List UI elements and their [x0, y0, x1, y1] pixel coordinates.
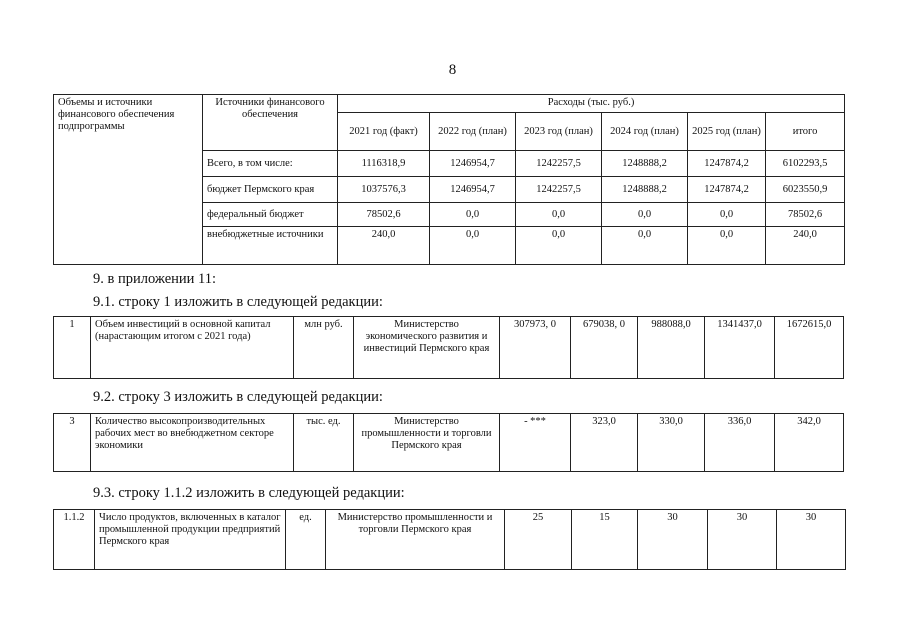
value-cell: 1672615,0	[775, 317, 844, 379]
value-cell: 240,0	[338, 227, 430, 265]
table-row	[54, 414, 844, 472]
indicator-name: Объем инвестиций в основной капитал (нарастающим итогом с 2021 года)	[91, 317, 294, 379]
source-header: Источники финансового обеспечения	[203, 95, 338, 151]
value-cell: 15	[572, 510, 638, 570]
row-number: 1.1.2	[54, 510, 95, 570]
value-cell: 1037576,3	[338, 177, 430, 203]
table-row	[54, 317, 844, 379]
source-cell: бюджет Пермского края	[203, 177, 338, 203]
value-cell: 0,0	[688, 203, 766, 227]
value-cell: 30	[777, 510, 846, 570]
source-cell: федеральный бюджет	[203, 203, 338, 227]
table-row	[54, 510, 846, 570]
value-cell: 78502,6	[338, 203, 430, 227]
year-header: 2022 год (план)	[430, 113, 516, 151]
value-cell: 1247874,2	[688, 151, 766, 177]
value-cell: 1246954,7	[430, 177, 516, 203]
year-header: 2025 год (план)	[688, 113, 766, 151]
value-cell: 1247874,2	[688, 177, 766, 203]
indicator-table-3	[53, 509, 846, 570]
value-cell: 336,0	[705, 414, 775, 472]
finance-table	[53, 94, 845, 265]
heading-9-1: 9.1. строку 1 изложить в следующей редакции:	[93, 294, 383, 310]
value-cell: 0,0	[516, 227, 602, 265]
value-cell: 6023550,9	[766, 177, 845, 203]
value-cell: 988088,0	[638, 317, 705, 379]
total-header: итого	[766, 113, 845, 151]
value-cell: 30	[638, 510, 708, 570]
unit-cell: ед.	[286, 510, 326, 570]
value-cell: 0,0	[430, 203, 516, 227]
value-cell: 1116318,9	[338, 151, 430, 177]
value-cell: 1246954,7	[430, 151, 516, 177]
responsible-cell: Министерство экономического развития и инвестиций Пермского края	[354, 317, 500, 379]
value-cell: 679038, 0	[571, 317, 638, 379]
value-cell: 330,0	[638, 414, 705, 472]
indicator-name: Число продуктов, включенных в каталог промышленной продукции предприятий Пермского края	[95, 510, 286, 570]
unit-cell: млн руб.	[294, 317, 354, 379]
value-cell: 78502,6	[766, 203, 845, 227]
value-cell: 30	[708, 510, 777, 570]
value-cell: 1341437,0	[705, 317, 775, 379]
indicator-name: Количество высокопроизводительных рабочих мест во внебюджетном секторе экономики	[91, 414, 294, 472]
responsible-cell: Министерство промышленности и торговли Пермского края	[326, 510, 505, 570]
finance-left-label: Объемы и источники финансового обеспечения подпрограммы	[54, 95, 203, 265]
value-cell: 323,0	[571, 414, 638, 472]
value-cell: 25	[505, 510, 572, 570]
source-cell: внебюджетные источники	[203, 227, 338, 265]
value-cell: 342,0	[775, 414, 844, 472]
value-cell: 0,0	[688, 227, 766, 265]
indicator-table-2	[53, 413, 844, 472]
value-cell: 307973, 0	[500, 317, 571, 379]
heading-9: 9. в приложении 11:	[93, 271, 217, 287]
unit-cell: тыс. ед.	[294, 414, 354, 472]
value-cell: 0,0	[516, 203, 602, 227]
page-number: 8	[448, 62, 457, 78]
heading-9-2: 9.2. строку 3 изложить в следующей редакции:	[93, 389, 383, 405]
year-header: 2023 год (план)	[516, 113, 602, 151]
row-number: 1	[54, 317, 91, 379]
value-cell: - ***	[500, 414, 571, 472]
value-cell: 0,0	[602, 203, 688, 227]
year-header: 2024 год (план)	[602, 113, 688, 151]
value-cell: 0,0	[602, 227, 688, 265]
value-cell: 1248888,2	[602, 151, 688, 177]
responsible-cell: Министерство промышленности и торговли Пермского края	[354, 414, 500, 472]
value-cell: 1248888,2	[602, 177, 688, 203]
value-cell: 6102293,5	[766, 151, 845, 177]
value-cell: 1242257,5	[516, 177, 602, 203]
year-header: 2021 год (факт)	[338, 113, 430, 151]
heading-9-3: 9.3. строку 1.1.2 изложить в следующей редакции:	[93, 485, 405, 501]
value-cell: 1242257,5	[516, 151, 602, 177]
expenses-header: Расходы (тыс. руб.)	[338, 95, 845, 113]
row-number: 3	[54, 414, 91, 472]
value-cell: 240,0	[766, 227, 845, 265]
indicator-table-1	[53, 316, 844, 379]
source-cell: Всего, в том числе:	[203, 151, 338, 177]
value-cell: 0,0	[430, 227, 516, 265]
